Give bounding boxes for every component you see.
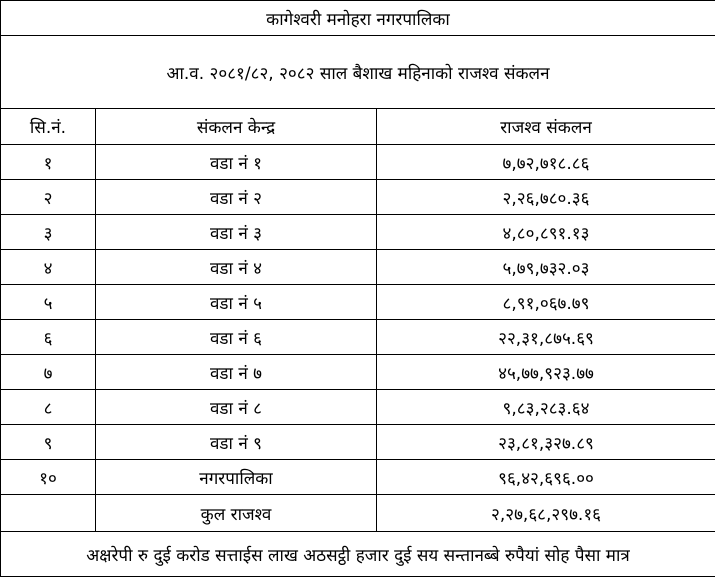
row-serial: ३: [1, 215, 96, 250]
row-amount: २३,८१,३२७.८९: [377, 425, 715, 460]
total-label: कुल राजश्व: [96, 495, 377, 532]
row-amount: ९६,४२,६९६.००: [377, 460, 715, 495]
row-serial: ७: [1, 355, 96, 390]
row-serial: ८: [1, 390, 96, 425]
row-amount: ४५,७७,९२३.७७: [377, 355, 715, 390]
row-serial: ६: [1, 320, 96, 355]
amount-in-words: अक्षरेपी रु दुई करोड सत्ताईस लाख अठसट्ठी हजार दुई सय सन्तानब्बे रुपैयां सोह पैसा मात्र: [1, 532, 715, 577]
row-center: वडा नं ६: [96, 320, 377, 355]
total-serial-empty: [1, 495, 96, 532]
table-row: [1, 390, 715, 425]
amount-in-words-row: [1, 532, 715, 577]
title-row: [1, 1, 715, 36]
table-row: [1, 215, 715, 250]
table-row: [1, 250, 715, 285]
row-amount: ४,८०,८९१.१३: [377, 215, 715, 250]
row-serial: ४: [1, 250, 96, 285]
header-serial: सि.नं.: [1, 109, 96, 145]
row-center: वडा नं १: [96, 145, 377, 180]
row-serial: १: [1, 145, 96, 180]
row-center: वडा नं ८: [96, 390, 377, 425]
row-amount: ८,९१,०६७.७९: [377, 285, 715, 320]
row-serial: ९: [1, 425, 96, 460]
row-center: वडा नं ९: [96, 425, 377, 460]
header-revenue: राजश्व संकलन: [377, 109, 715, 145]
row-amount: ७,७२,७१८.८६: [377, 145, 715, 180]
subtitle-row: [1, 36, 715, 109]
header-row: [1, 109, 715, 145]
municipality-title: कागेश्वरी मनोहरा नगरपालिका: [1, 1, 715, 36]
table-row: [1, 355, 715, 390]
row-center: वडा नं ५: [96, 285, 377, 320]
report-subtitle: आ.व. २०८१/८२, २०८२ साल बैशाख महिनाको राजश्व संकलन: [1, 36, 715, 109]
total-row: [1, 495, 715, 532]
row-center: वडा नं २: [96, 180, 377, 215]
table-row: [1, 460, 715, 495]
table-row: [1, 320, 715, 355]
row-amount: २,२६,७८०.३६: [377, 180, 715, 215]
row-center: वडा नं ४: [96, 250, 377, 285]
row-serial: ५: [1, 285, 96, 320]
row-serial: २: [1, 180, 96, 215]
row-amount: ५,७९,७३२.०३: [377, 250, 715, 285]
row-amount: ९,८३,२८३.६४: [377, 390, 715, 425]
header-center: संकलन केन्द्र: [96, 109, 377, 145]
data-rows: [1, 145, 715, 495]
row-serial: १०: [1, 460, 96, 495]
table-row: [1, 425, 715, 460]
total-amount: २,२७,६८,२९७.१६: [377, 495, 715, 532]
row-center: वडा नं ७: [96, 355, 377, 390]
row-center: वडा नं ३: [96, 215, 377, 250]
row-center: नगरपालिका: [96, 460, 377, 495]
table-row: [1, 180, 715, 215]
row-amount: २२,३१,८७५.६९: [377, 320, 715, 355]
table-row: [1, 145, 715, 180]
table-row: [1, 285, 715, 320]
